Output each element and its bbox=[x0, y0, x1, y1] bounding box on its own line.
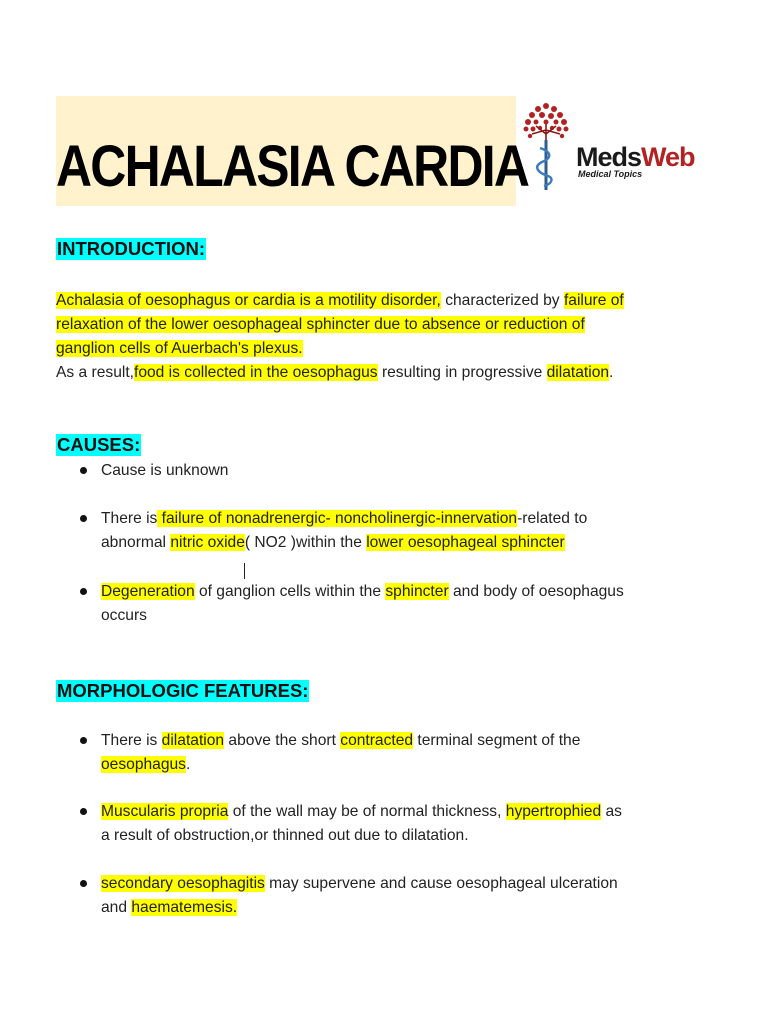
list-item: There is failure of nonadrenergic- noncholinergic-innervation-related to abnormal nitric oxide( NO2 )within the lower oesophageal sphincter bbox=[101, 510, 588, 551]
intro-line: relaxation of the lower oesophageal sphincter due to absence or reduction of bbox=[56, 316, 585, 333]
bullet-dot bbox=[80, 467, 87, 474]
intro-line: As a result,food is collected in the oesophagus resulting in progressive dilatation. bbox=[56, 364, 614, 381]
text-cursor bbox=[244, 563, 245, 579]
bullet-dot bbox=[80, 808, 87, 815]
intro-line: Achalasia of oesophagus or cardia is a motility disorder, characterized by failure of bbox=[56, 292, 624, 309]
bullet-dot bbox=[80, 737, 87, 744]
introduction-heading: INTRODUCTION: bbox=[57, 238, 205, 259]
page-title: ACHALASIA CARDIA bbox=[56, 134, 529, 199]
bullet-dot bbox=[80, 588, 87, 595]
list-item: Degeneration of ganglion cells within the sphincter and body of oesophagus occurs bbox=[101, 583, 624, 624]
causes-heading: CAUSES: bbox=[57, 434, 141, 455]
list-item: Cause is unknown bbox=[101, 462, 229, 479]
logo-tagline: Medical Topics bbox=[578, 169, 643, 179]
list-item: secondary oesophagitis may supervene and cause oesophageal ulceration and haematemesis. bbox=[101, 875, 618, 916]
tree-caduceus-icon bbox=[518, 98, 578, 194]
logo-wordmark: MedsWeb bbox=[576, 142, 695, 172]
intro-line: ganglion cells of Auerbach's plexus. bbox=[56, 340, 303, 357]
bullet-dot bbox=[80, 515, 87, 522]
morphology-heading: MORPHOLOGIC FEATURES: bbox=[57, 680, 309, 701]
list-item: Muscularis propria of the wall may be of normal thickness, hypertrophied as a result of obstruction,or thinned out due to dilatation. bbox=[101, 803, 622, 844]
medsweb-logo bbox=[518, 98, 695, 194]
introduction-paragraph bbox=[56, 289, 716, 385]
list-item: There is dilatation above the short contracted terminal segment of the oesophagus. bbox=[101, 732, 581, 773]
bullet-dot bbox=[80, 880, 87, 887]
